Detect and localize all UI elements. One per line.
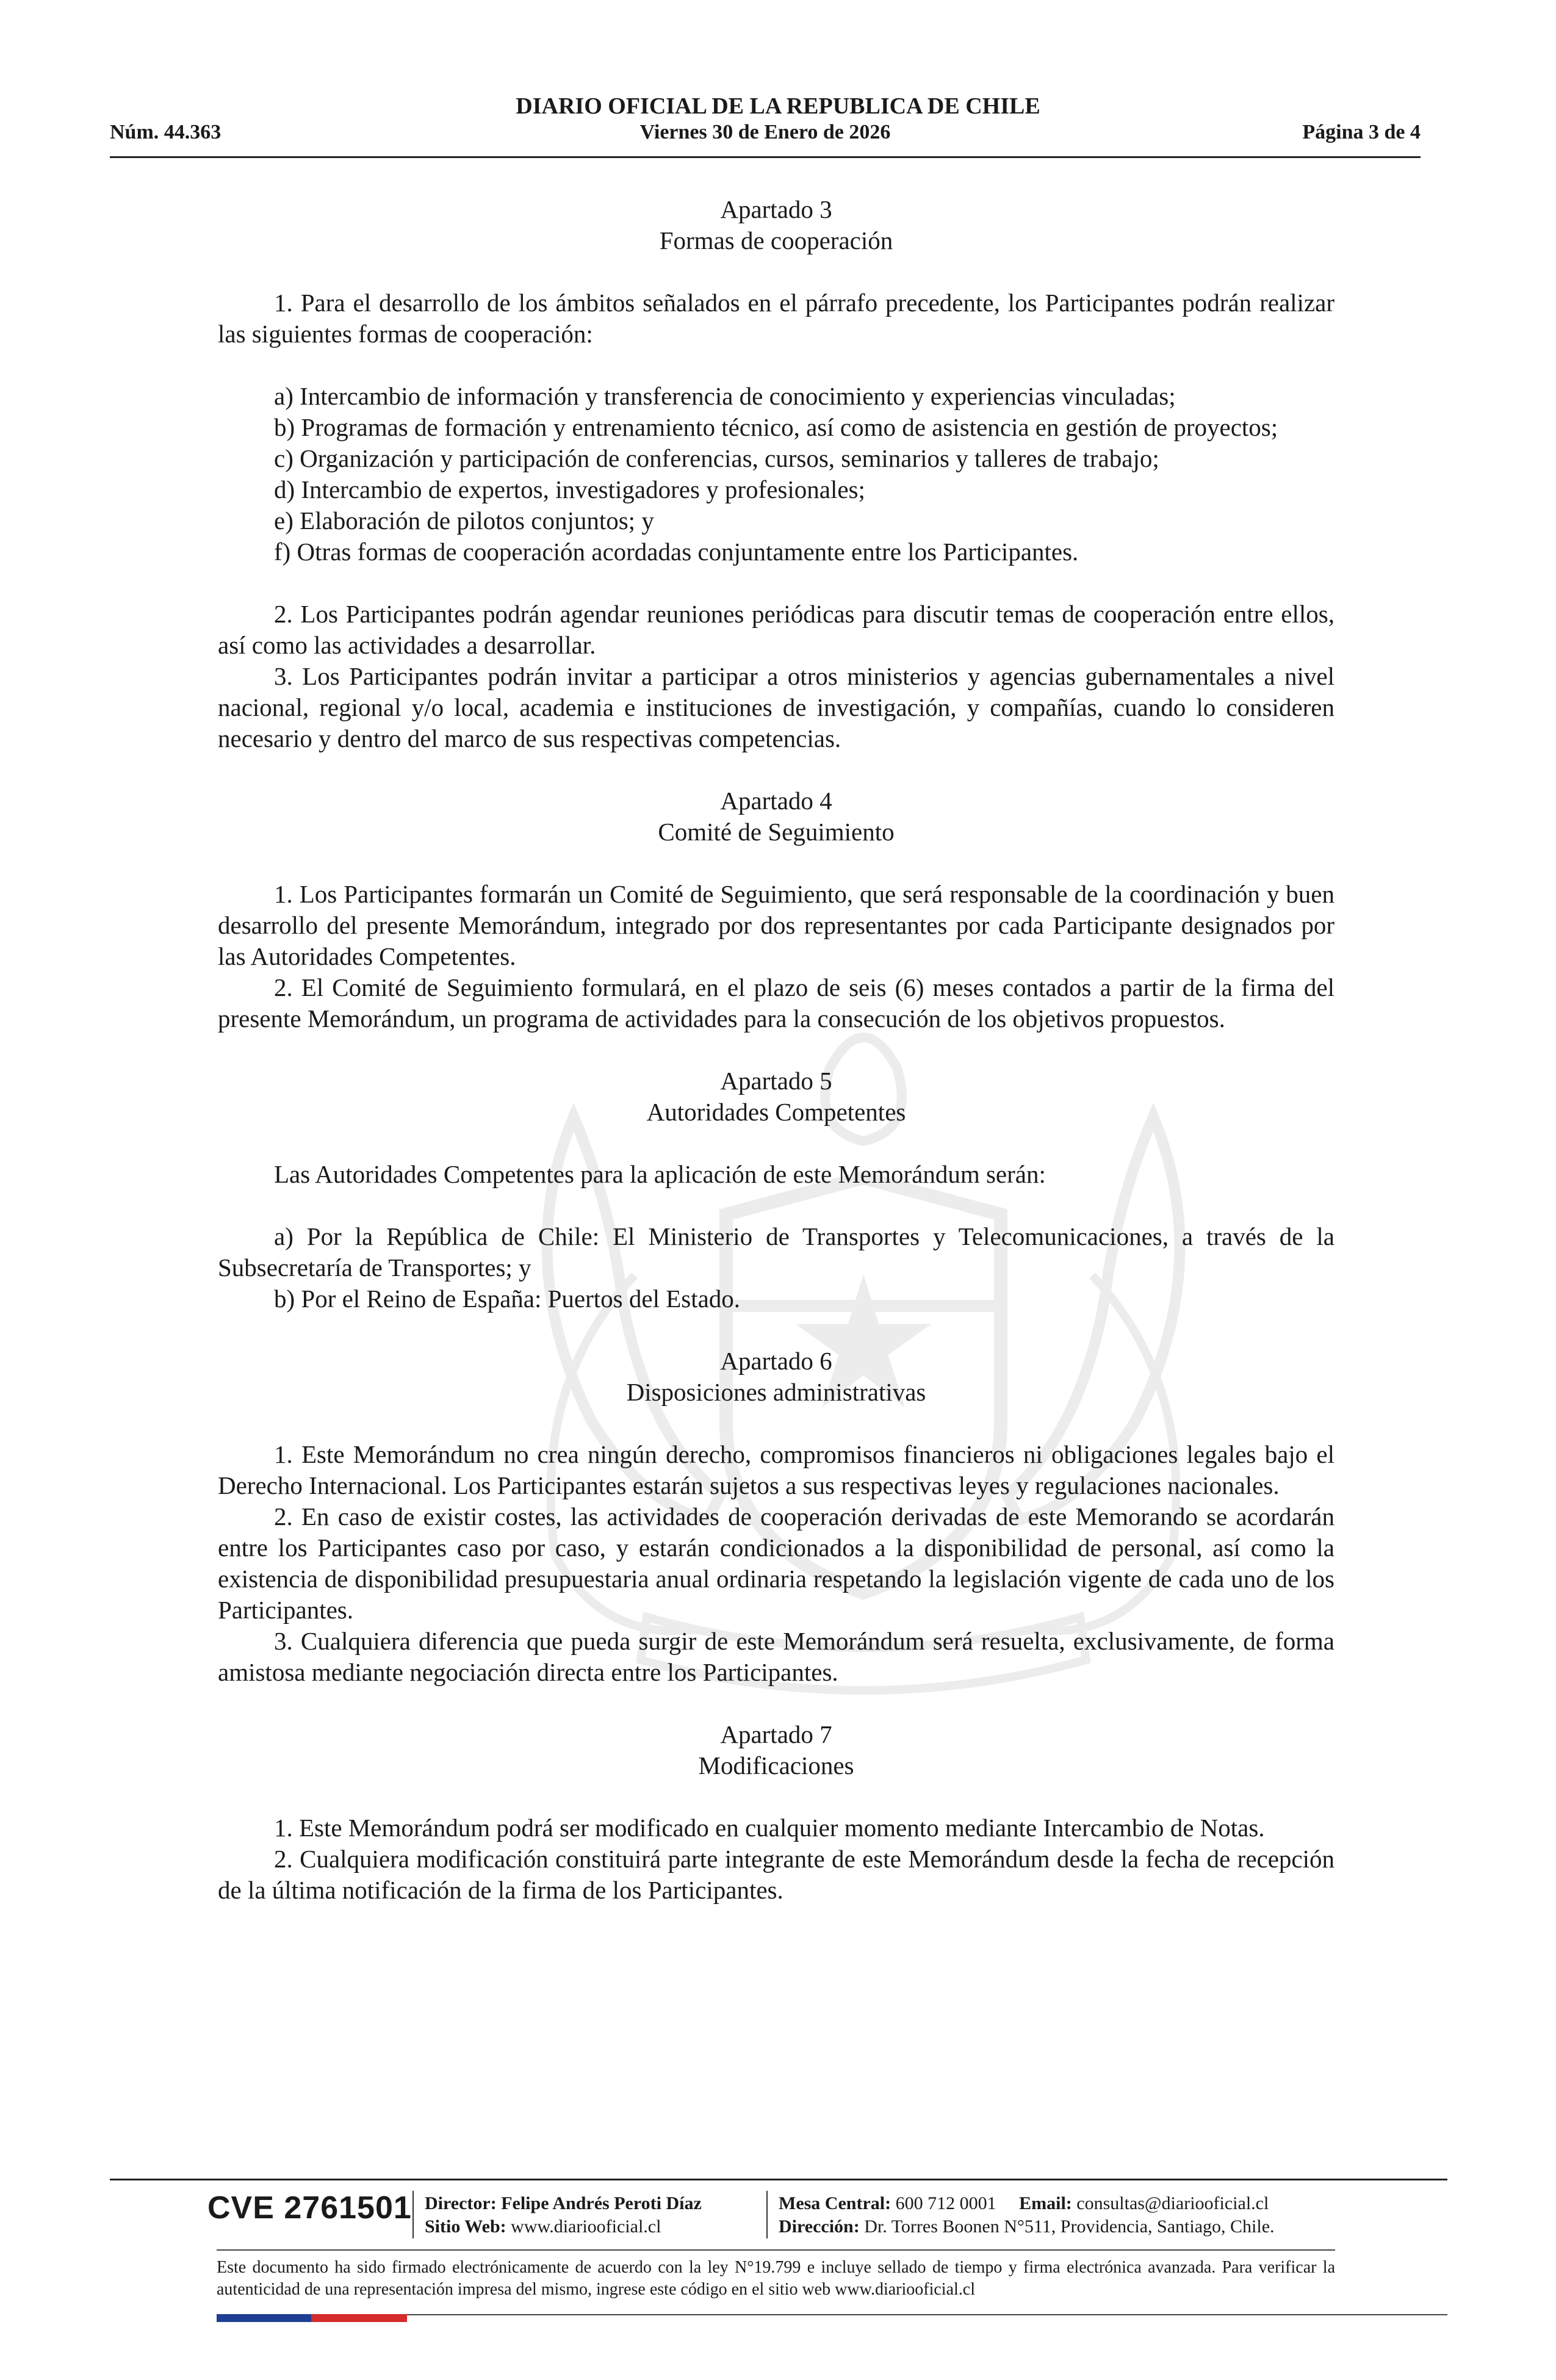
document-body — [218, 194, 1334, 1906]
director-line — [425, 2192, 702, 2215]
section-3-title: Apartado 3 — [720, 195, 832, 223]
section-3-item-a: a) Intercambio de información y transferencia de conocimiento y experiencias vinculadas; — [274, 382, 1176, 410]
website-label: Sitio Web: — [425, 2216, 506, 2237]
section-3-item-d: d) Intercambio de expertos, investigadores y profesionales; — [274, 475, 865, 503]
section-3-subtitle: Formas de cooperación — [659, 226, 893, 254]
section-6-paragraph-2: 2. En caso de existir costes, las actividades de cooperación derivadas de este Memorando se acordarán entre los Participantes caso por caso, y estarán condicionados a la disponibilidad de personal, así como la existencia de disponibilidad presupuestaria anual ordinaria respetando la legislación vigente de cada uno de los Participantes. — [218, 1502, 1334, 1624]
footer-divider-top — [110, 2179, 1447, 2180]
section-4-title: Apartado 4 — [720, 787, 832, 815]
spacer — [218, 1034, 1334, 1066]
header-divider — [110, 156, 1421, 158]
authenticity-note: Este documento ha sido firmado electrónicamente de acuerdo con la ley N°19.799 e incluye sellado de tiempo y firma electrónica avanzada. Para verificar la autenticidad de una representación impresa del mismo, ingrese este código en el sitio web www.diariooficial.cl — [217, 2258, 1335, 2299]
issue-number: Núm. 44.363 — [110, 121, 222, 143]
email-link[interactable]: consultas@diariooficial.cl — [1076, 2193, 1269, 2213]
website-link[interactable]: www.diariooficial.cl — [511, 2216, 661, 2237]
section-6-paragraph-1: 1. Este Memorándum no crea ningún derecho, compromisos financieros ni obligaciones legales bajo el Derecho Internacional. Los Participantes estarán sujetos a sus respectivas leyes y regulaciones nacionales. — [218, 1440, 1334, 1499]
section-5-title: Apartado 5 — [720, 1067, 832, 1095]
section-3-item-e: e) Elaboración de pilotos conjuntos; y — [274, 507, 654, 535]
section-7-paragraph-1: 1. Este Memorándum podrá ser modificado en cualquier momento mediante Intercambio de Notas. — [274, 1814, 1265, 1842]
footer-separator — [766, 2191, 768, 2238]
section-6-paragraph-3: 3. Cualquiera diferencia que pueda surgir de este Memorándum será resuelta, exclusivamente, de forma amistosa mediante negociación directa entre los Participantes. — [218, 1627, 1334, 1686]
section-7-subtitle: Modificaciones — [698, 1751, 854, 1780]
footer-divider-middle — [217, 2249, 1335, 2251]
spacer — [218, 1688, 1334, 1719]
director-name: Felipe Andrés Peroti Díaz — [501, 2193, 702, 2213]
mesa-phone: 600 712 0001 — [895, 2193, 996, 2213]
director-label: Director: — [425, 2193, 497, 2213]
flag-stripe-blue — [217, 2314, 311, 2322]
section-3-paragraph-3: 3. Los Participantes podrán invitar a participar a otros ministerios y agencias gubernamentales a nivel nacional, regional y/o local, academia e instituciones de investigación, y compañías, cuando lo consideren necesario y dentro del marco de sus respectivas competencias. — [218, 662, 1334, 752]
section-4-subtitle: Comité de Seguimiento — [658, 818, 895, 846]
address-label: Dirección: — [779, 2216, 860, 2237]
spacer — [218, 1408, 1334, 1439]
spacer — [218, 1314, 1334, 1346]
spacer — [218, 256, 1334, 287]
section-3-paragraph-1: 1. Para el desarrollo de los ámbitos señalados en el párrafo precedente, los Participantes podrán realizar las siguientes formas de cooperación: — [218, 289, 1334, 348]
spacer — [218, 350, 1334, 381]
page-number: Página 3 de 4 — [1302, 121, 1421, 143]
mesa-label: Mesa Central: — [779, 2193, 891, 2213]
header-row — [110, 121, 1421, 150]
spacer — [218, 1190, 1334, 1221]
section-5-item-b: b) Por el Reino de España: Puertos del Estado. — [274, 1285, 741, 1313]
spacer — [218, 754, 1334, 785]
contact-line — [779, 2192, 1275, 2215]
section-3-item-f: f) Otras formas de cooperación acordadas conjuntamente entre los Participantes. — [274, 538, 1079, 566]
flag-stripe-red — [311, 2314, 407, 2322]
section-5-item-a: a) Por la República de Chile: El Ministerio de Transportes y Telecomunicaciones, a través de la Subsecretaría de Transportes; y — [218, 1222, 1334, 1282]
issue-date: Viernes 30 de Enero de 2026 — [639, 121, 891, 143]
section-5-subtitle: Autoridades Competentes — [646, 1098, 906, 1126]
footer-director-block — [425, 2192, 702, 2238]
section-4-paragraph-2: 2. El Comité de Seguimiento formulará, en el plazo de seis (6) meses contados a partir de la firma del presente Memorándum, un programa de actividades para la consecución de los objetivos propuestos. — [218, 973, 1334, 1033]
section-4-paragraph-1: 1. Los Participantes formarán un Comité de Seguimiento, que será responsable de la coordinación y buen desarrollo del presente Memorándum, integrado por dos representantes por cada Participante designados por las Autoridades Competentes. — [218, 880, 1334, 970]
section-6-subtitle: Disposiciones administrativas — [626, 1378, 926, 1406]
spacer — [218, 848, 1334, 879]
email-label: Email: — [1019, 2193, 1072, 2213]
section-6-title: Apartado 6 — [720, 1347, 832, 1375]
cve-code: CVE 2761501 — [207, 2190, 412, 2226]
section-3-item-b: b) Programas de formación y entrenamiento técnico, así como de asistencia en gestión de proyectos; — [274, 413, 1278, 441]
address-value: Dr. Torres Boonen N°511, Providencia, Santiago, Chile. — [864, 2216, 1275, 2237]
address-line — [779, 2215, 1275, 2238]
section-7-title: Apartado 7 — [720, 1720, 832, 1748]
section-7-paragraph-2: 2. Cualquiera modificación constituirá parte integrante de este Memorándum desde la fecha de recepción de la última notificación de la firma de los Participantes. — [218, 1845, 1334, 1904]
footer-separator — [412, 2191, 414, 2238]
section-5-intro: Las Autoridades Competentes para la aplicación de este Memorándum serán: — [274, 1160, 1046, 1188]
gazette-title: DIARIO OFICIAL DE LA REPUBLICA DE CHILE — [516, 93, 1040, 119]
footer-contact-block — [779, 2192, 1275, 2238]
section-3-paragraph-2: 2. Los Participantes podrán agendar reuniones periódicas para discutir temas de cooperación entre ellos, así como las actividades a desarrollar. — [218, 600, 1334, 659]
section-3-item-c: c) Organización y participación de conferencias, cursos, seminarios y talleres de trabajo; — [274, 444, 1159, 472]
spacer — [218, 1781, 1334, 1812]
spacer — [218, 568, 1334, 599]
website-line — [425, 2215, 702, 2238]
spacer — [218, 1128, 1334, 1159]
